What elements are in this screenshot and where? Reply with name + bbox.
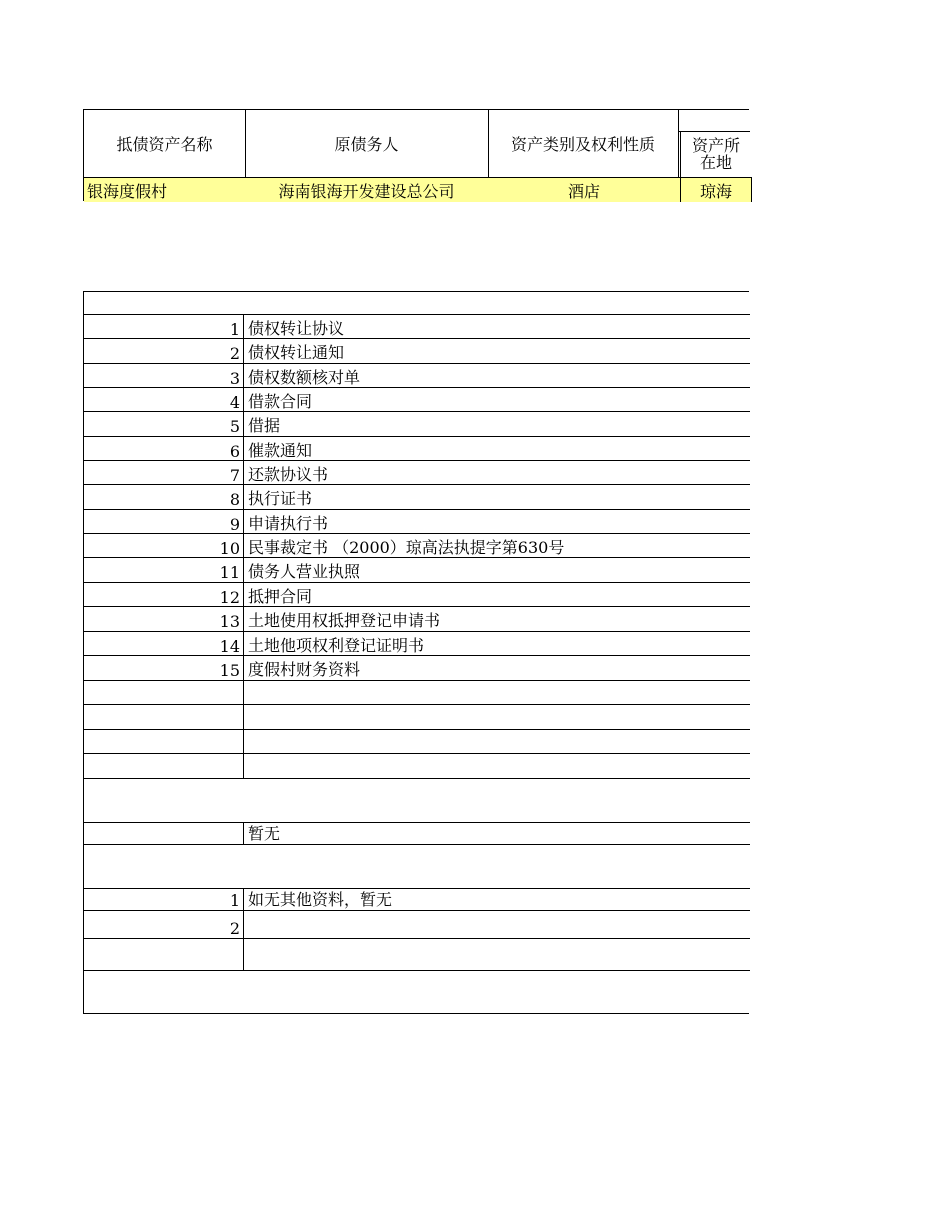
header-asset-type: 资产类别及权利性质 [488,110,679,177]
item-number: 8 [84,485,244,509]
item-number: 1 [84,889,244,910]
empty-number-cell [84,705,244,729]
item-number: 13 [84,607,244,631]
item-number: 9 [84,510,244,534]
cell-location: 琼海 [680,177,752,202]
empty-row [84,729,750,754]
section2-row [84,822,750,845]
item-name: 催款通知 [248,441,313,460]
item-name: 土地他项权利登记证明书 [248,636,425,655]
cell-asset-name: 银海度假村 [84,177,249,202]
section-header-row [84,844,750,889]
header-location-line1: 资产所 [691,136,740,155]
cell-asset-type: 酒店 [488,177,681,202]
list-item [84,460,750,485]
empty-number-cell [84,939,244,970]
item-number: 5 [84,412,244,436]
empty-number-cell [84,754,244,778]
item-number: 11 [84,558,244,582]
empty-number-cell [84,730,244,754]
item-name: 债务人营业执照 [248,562,361,581]
list-item [84,606,750,632]
empty-number-cell [84,823,244,844]
section-header-row [84,778,750,823]
list-item [84,557,750,583]
empty-row [84,680,750,705]
item-name: 债权数额核对单 [248,368,361,387]
item-name: 抵押合同 [248,587,313,606]
cell-original-debtor: 海南银海开发建设总公司 [245,177,489,202]
header-asset-name: 抵债资产名称 [84,110,246,177]
item-name: 申请执行书 [248,514,329,533]
item-number: 12 [84,583,244,607]
item-name: 债权转让协议 [248,319,345,338]
document-list-table [83,291,749,1014]
item-number: 2 [84,339,244,363]
item-name: 执行证书 [248,489,313,508]
item-number: 4 [84,388,244,412]
item-name: 度假村财务资料 [248,660,361,679]
list-item [84,387,750,412]
header-original-debtor: 原债务人 [245,110,489,177]
list-item [84,338,750,364]
item-name: 借款合同 [248,392,313,411]
empty-row [84,938,750,971]
list-item [84,631,750,656]
section-footer-row [84,970,750,1015]
item-name: 还款协议书 [248,465,329,484]
empty-row [84,704,750,730]
list-item [84,436,750,461]
item-number: 1 [84,315,244,339]
list-item [84,314,750,339]
item-number: 15 [84,656,244,680]
empty-number-cell [84,681,244,705]
item-name: 土地使用权抵押登记申请书 [248,611,441,630]
list-item [84,888,750,911]
item-name: 债权转让通知 [248,343,345,362]
header-location-top-cell [678,110,750,132]
empty-row [84,753,750,779]
summary-table [83,109,749,201]
list-item [84,363,750,388]
list-item [84,655,750,681]
section2-text: 暂无 [248,824,281,843]
item-number: 3 [84,364,244,388]
item-name: 民事裁定书 （2000）琼高法执提字第630号 [248,538,565,557]
item-number: 14 [84,632,244,656]
item-number: 2 [84,911,244,938]
item-number: 6 [84,437,244,461]
header-location-line2: 在地 [699,153,732,172]
item-number: 10 [84,534,244,558]
list-item [84,484,750,510]
item-number: 7 [84,461,244,485]
list-item [84,533,750,558]
item-name: 如无其他资料，暂无 [248,890,393,909]
header-location [680,131,751,177]
list-item [84,910,750,939]
list-item [84,509,750,534]
item-name: 借据 [248,416,281,435]
list-item [84,582,750,607]
list-item [84,411,750,437]
